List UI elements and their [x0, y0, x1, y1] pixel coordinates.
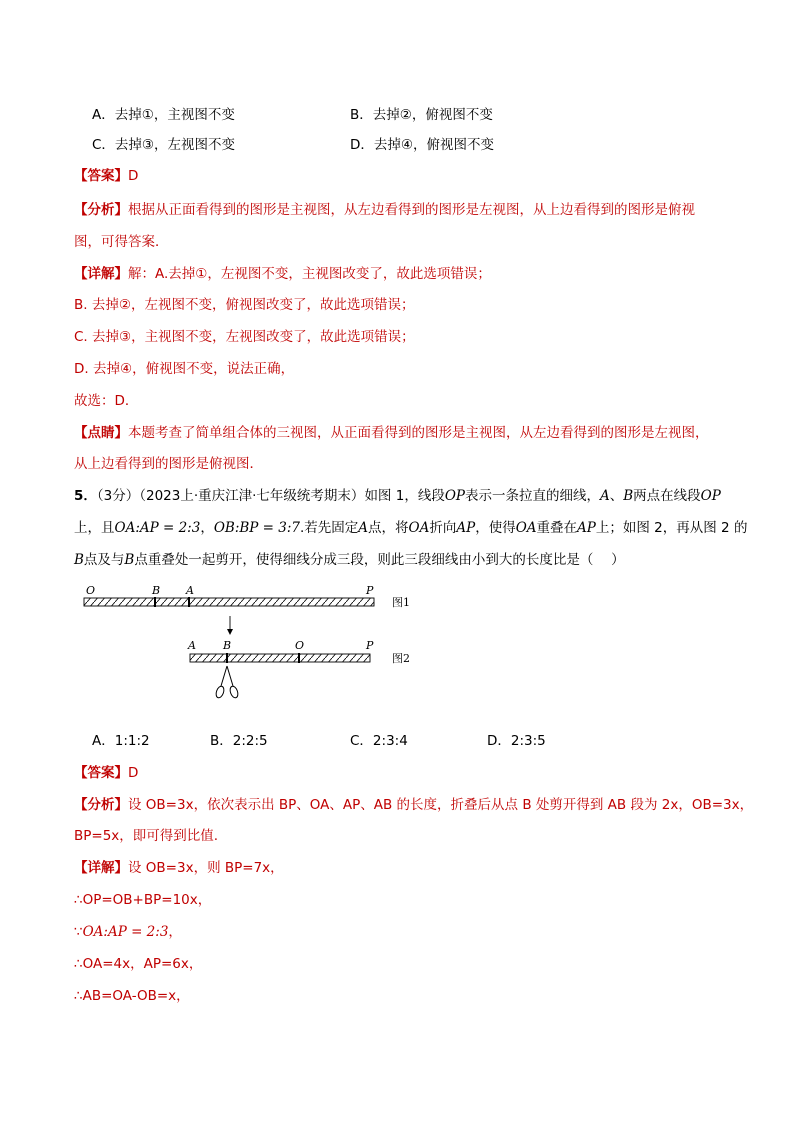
q5-answer	[74, 761, 138, 781]
analysis-text: 根据从正面看得到的图形是主视图，从左边看得到的图形是左视图，从上边看得到的图形是俯视	[128, 202, 695, 218]
q4-detail-d: D. 去掉④，俯视图不变，说法正确，	[74, 361, 295, 377]
answer-value: D	[128, 765, 139, 781]
ratio-ob-bp: OB:BP = 3:7	[213, 520, 300, 536]
point-mark-b	[154, 597, 156, 607]
stem-text: 重叠在	[536, 520, 578, 536]
fig1-label-b: B	[152, 586, 161, 597]
q5-stem-line-3	[74, 548, 625, 568]
symbol-oa: OA	[408, 520, 430, 536]
q4-analysis-cont: 图，可得答案．	[74, 234, 169, 250]
detail-text: ，	[168, 924, 182, 940]
q5-detail-2: ∴OP=OB+BP=10x，	[74, 892, 212, 908]
point-mark-b2	[226, 653, 228, 663]
q5-option-d: D．2:3:5	[487, 733, 546, 749]
q4-choice: 故选：D．	[74, 393, 139, 409]
q5-analysis	[74, 793, 753, 813]
q4-option-c: C．去掉③，左视图不变	[92, 137, 236, 153]
answer-tag: 【答案】	[74, 765, 128, 781]
segment-figure	[80, 586, 420, 706]
stem-text: 两点在线段	[633, 488, 701, 504]
q5-stem-line-1	[74, 484, 721, 504]
fig2-label-o: O	[295, 639, 305, 652]
q5-option-c: C．2:3:4	[350, 733, 408, 749]
folded-segment	[190, 654, 370, 662]
point-mark-a	[188, 597, 190, 607]
q4-detail	[74, 262, 491, 282]
q4-answer	[74, 164, 138, 184]
question-source: （3分）（2023上·重庆江津·七年级统考期末）	[96, 488, 365, 504]
q5-option-a: A．1:1:2	[92, 733, 150, 749]
stem-text: ，使得	[475, 520, 516, 536]
q5-analysis-cont: BP=5x，即可得到比值.	[74, 828, 219, 844]
q5-detail-3	[74, 920, 182, 940]
figure-1	[84, 586, 410, 609]
ratio-oa-ap: OA:AP = 2:3	[82, 924, 169, 940]
symbol-op: OP	[444, 488, 465, 504]
detail-text: 设 OB=3x，则 BP=7x，	[128, 860, 284, 876]
stem-text: 点及与	[83, 552, 125, 568]
symbol-a: A	[599, 488, 610, 504]
segment-op	[84, 598, 374, 606]
stem-text: 表示一条拉直的细线，	[464, 488, 600, 504]
down-arrow-icon	[227, 616, 233, 635]
symbol-ap: AP	[577, 520, 596, 536]
stem-text: 折向	[429, 520, 457, 536]
analysis-text: 设 OB=3x，依次表示出 BP、OA、AP、AB 的长度，折叠后从点 B 处剪开得到 AB 段为 2x，OB=3x，	[128, 797, 754, 813]
fig2-label-b: B	[223, 639, 232, 652]
comment-tag: 【点睛】	[74, 425, 128, 441]
stem-text: 上，且	[74, 520, 115, 536]
stem-text: 如图 1，线段	[364, 488, 445, 504]
q4-comment-cont: 从上边看得到的图形是俯视图．	[74, 456, 263, 472]
symbol-b: B	[74, 552, 84, 568]
detail-text: 解：A.去掉①，左视图不变，主视图改变了，故此选项错误；	[128, 266, 491, 282]
stem-text: 点，将	[368, 520, 409, 536]
symbol-op: OP	[700, 488, 721, 504]
answer-tag: 【答案】	[74, 168, 128, 184]
symbol-b: B	[623, 488, 634, 504]
stem-text: .若先固定	[300, 520, 359, 536]
analysis-tag: 【分析】	[74, 202, 128, 218]
q4-detail-c: C. 去掉③，主视图不变，左视图改变了，故此选项错误；	[74, 329, 415, 345]
fig1-label-a: A	[186, 586, 194, 597]
q5-option-b: B．2:2:5	[210, 733, 268, 749]
symbol-a: A	[358, 520, 369, 536]
q4-option-a: A．去掉①，主视图不变	[92, 107, 235, 123]
q4-analysis	[74, 198, 695, 218]
q4-option-b: B．去掉②，俯视图不变	[350, 107, 493, 123]
answer-value: D	[128, 168, 139, 184]
figure-2	[187, 639, 410, 665]
symbol-ap: AP	[456, 520, 476, 536]
stem-text: 上；如图 2，再从图 2 的	[595, 520, 748, 536]
fig2-label-a: A	[188, 639, 196, 652]
symbol-b: B	[124, 552, 135, 568]
stem-text: 点重叠处一起剪开，使得细线分成三段，则此三段细线由小到大的长度比是（ ）	[134, 552, 625, 568]
ratio-oa-ap: OA:AP = 2:3	[114, 520, 201, 536]
scissors-icon	[215, 666, 240, 699]
q5-detail-4: ∴OA=4x，AP=6x，	[74, 956, 203, 972]
q5-detail	[74, 856, 284, 876]
fig2-caption: 图2	[392, 652, 410, 665]
fig2-label-p: P	[366, 639, 374, 652]
detail-tag: 【详解】	[74, 266, 128, 282]
q4-comment	[74, 421, 709, 441]
q4-detail-b: B. 去掉②，左视图不变，俯视图改变了，故此选项错误；	[74, 297, 415, 313]
fig1-caption: 图1	[392, 596, 410, 609]
q5-stem-line-2	[74, 516, 747, 536]
point-mark-o	[298, 653, 300, 663]
comment-text: 本题考查了简单组合体的三视图，从正面看得到的图形是主视图，从左边看得到的图形是左视图，	[128, 425, 709, 441]
fig1-label-p: P	[366, 586, 374, 597]
stem-text: 、	[609, 488, 624, 504]
because-symbol: ∵	[74, 924, 83, 940]
stem-text: ，	[200, 520, 214, 536]
q4-option-d: D．去掉④，俯视图不变	[350, 137, 494, 153]
q5-detail-5: ∴AB=OA-OB=x，	[74, 988, 190, 1004]
symbol-oa: OA	[515, 520, 537, 536]
fig1-label-o: O	[86, 586, 96, 597]
question-number: 5．	[74, 488, 97, 504]
analysis-tag: 【分析】	[74, 797, 128, 813]
detail-tag: 【详解】	[74, 860, 128, 876]
